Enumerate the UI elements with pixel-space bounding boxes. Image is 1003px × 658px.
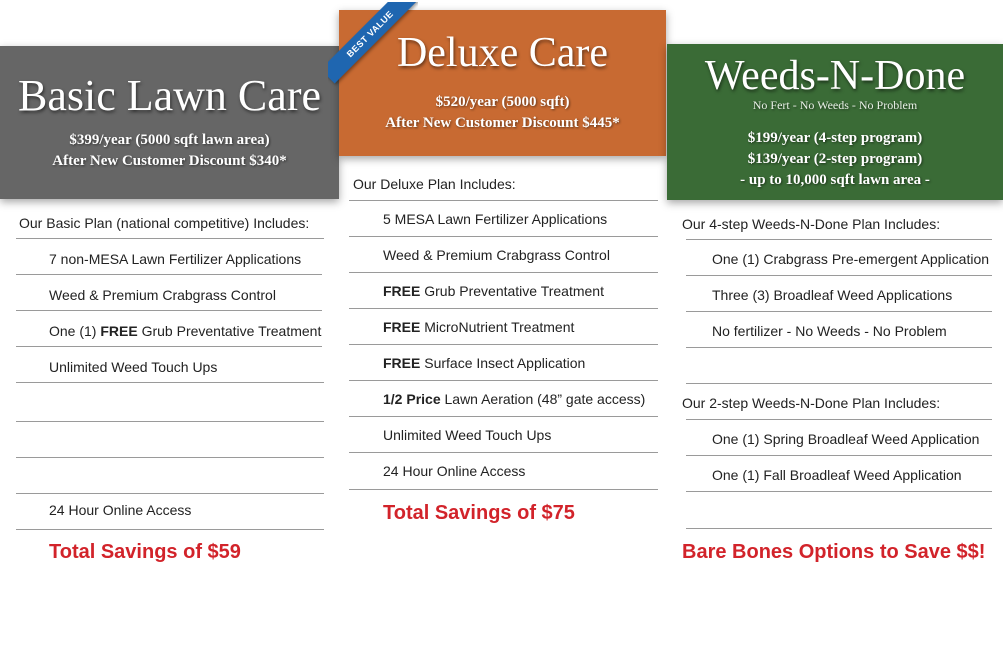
divider: [349, 308, 658, 309]
weeds-plan-title: Weeds-N-Done: [704, 53, 966, 99]
list-item: One (1) Crabgrass Pre-emergent Application: [712, 251, 990, 267]
list-item: Weed & Premium Crabgrass Control: [49, 287, 276, 303]
deluxe-plan-intro: Our Deluxe Plan Includes:: [353, 176, 516, 192]
deluxe-savings: Total Savings of $75: [383, 502, 575, 524]
weeds-4step-intro: Our 4-step Weeds-N-Done Plan Includes:: [682, 216, 941, 232]
list-item: One (1) Fall Broadleaf Weed Application: [712, 467, 962, 483]
divider: [686, 455, 992, 456]
deluxe-plan-price: $520/year (5000 sqft): [435, 94, 570, 110]
divider: [349, 344, 658, 345]
divider: [16, 310, 322, 311]
list-item: Three (3) Broadleaf Weed Applications: [712, 287, 953, 303]
basic-plan-price: $399/year (5000 sqft lawn area): [69, 132, 270, 148]
weeds-plan-header: [667, 44, 1003, 200]
list-item: Unlimited Weed Touch Ups: [383, 427, 552, 443]
list-item: Weed & Premium Crabgrass Control: [383, 247, 610, 263]
list-item-aeration: 1/2 Price Lawn Aeration (48” gate access): [383, 391, 646, 407]
divider: [16, 493, 324, 494]
divider: [686, 383, 992, 384]
list-item: Unlimited Weed Touch Ups: [49, 359, 218, 375]
list-item-grub: One (1) FREE Grub Preventative Treatment: [49, 323, 322, 339]
best-value-label: BEST VALUE: [328, 2, 418, 83]
weeds-2step-intro: Our 2-step Weeds-N-Done Plan Includes:: [682, 395, 941, 411]
basic-plan-title: Basic Lawn Care: [18, 71, 321, 120]
divider: [686, 239, 992, 240]
list-item: No fertilizer - No Weeds - No Problem: [712, 323, 947, 339]
basic-plan-intro: Our Basic Plan (national competitive) Includes:: [19, 215, 310, 231]
list-item: One (1) Spring Broadleaf Weed Application: [712, 431, 980, 447]
divider: [16, 529, 324, 530]
divider: [349, 489, 658, 490]
divider: [16, 238, 324, 239]
basic-plan-discount: After New Customer Discount $340*: [52, 153, 287, 169]
divider: [349, 236, 658, 237]
list-item-free: FREE MicroNutrient Treatment: [383, 319, 575, 335]
deluxe-plan-discount: After New Customer Discount $445*: [385, 115, 620, 131]
list-item-free: FREE Surface Insect Application: [383, 355, 586, 371]
divider: [16, 346, 322, 347]
divider: [686, 311, 992, 312]
weeds-plan-price-2step: $139/year (2-step program): [747, 151, 923, 167]
weeds-savings: Bare Bones Options to Save $$!: [682, 541, 986, 563]
weeds-plan-price-4step: $199/year (4-step program): [747, 130, 923, 146]
best-value-badge: [328, 2, 418, 92]
divider: [686, 275, 992, 276]
divider: [686, 419, 992, 420]
divider: [686, 528, 992, 529]
divider: [349, 452, 658, 453]
weeds-plan-area: - up to 10,000 sqft lawn area -: [740, 172, 930, 188]
divider: [349, 416, 658, 417]
weeds-plan-subtitle: No Fert - No Weeds - No Problem: [752, 98, 918, 112]
list-item: 7 non-MESA Lawn Fertilizer Applications: [49, 251, 302, 267]
divider: [16, 457, 324, 458]
list-item: 24 Hour Online Access: [49, 502, 192, 518]
divider: [686, 347, 992, 348]
divider: [686, 491, 992, 492]
basic-plan-header: [0, 46, 339, 199]
divider: [349, 272, 658, 273]
divider: [16, 421, 324, 422]
list-item: 5 MESA Lawn Fertilizer Applications: [383, 211, 608, 227]
divider: [16, 274, 322, 275]
deluxe-plan-title: Deluxe Care: [396, 30, 609, 76]
divider: [349, 200, 658, 201]
basic-savings: Total Savings of $59: [49, 541, 241, 563]
list-item: 24 Hour Online Access: [383, 463, 526, 479]
divider: [16, 382, 324, 383]
list-item-free: FREE Grub Preventative Treatment: [383, 283, 604, 299]
divider: [349, 380, 658, 381]
